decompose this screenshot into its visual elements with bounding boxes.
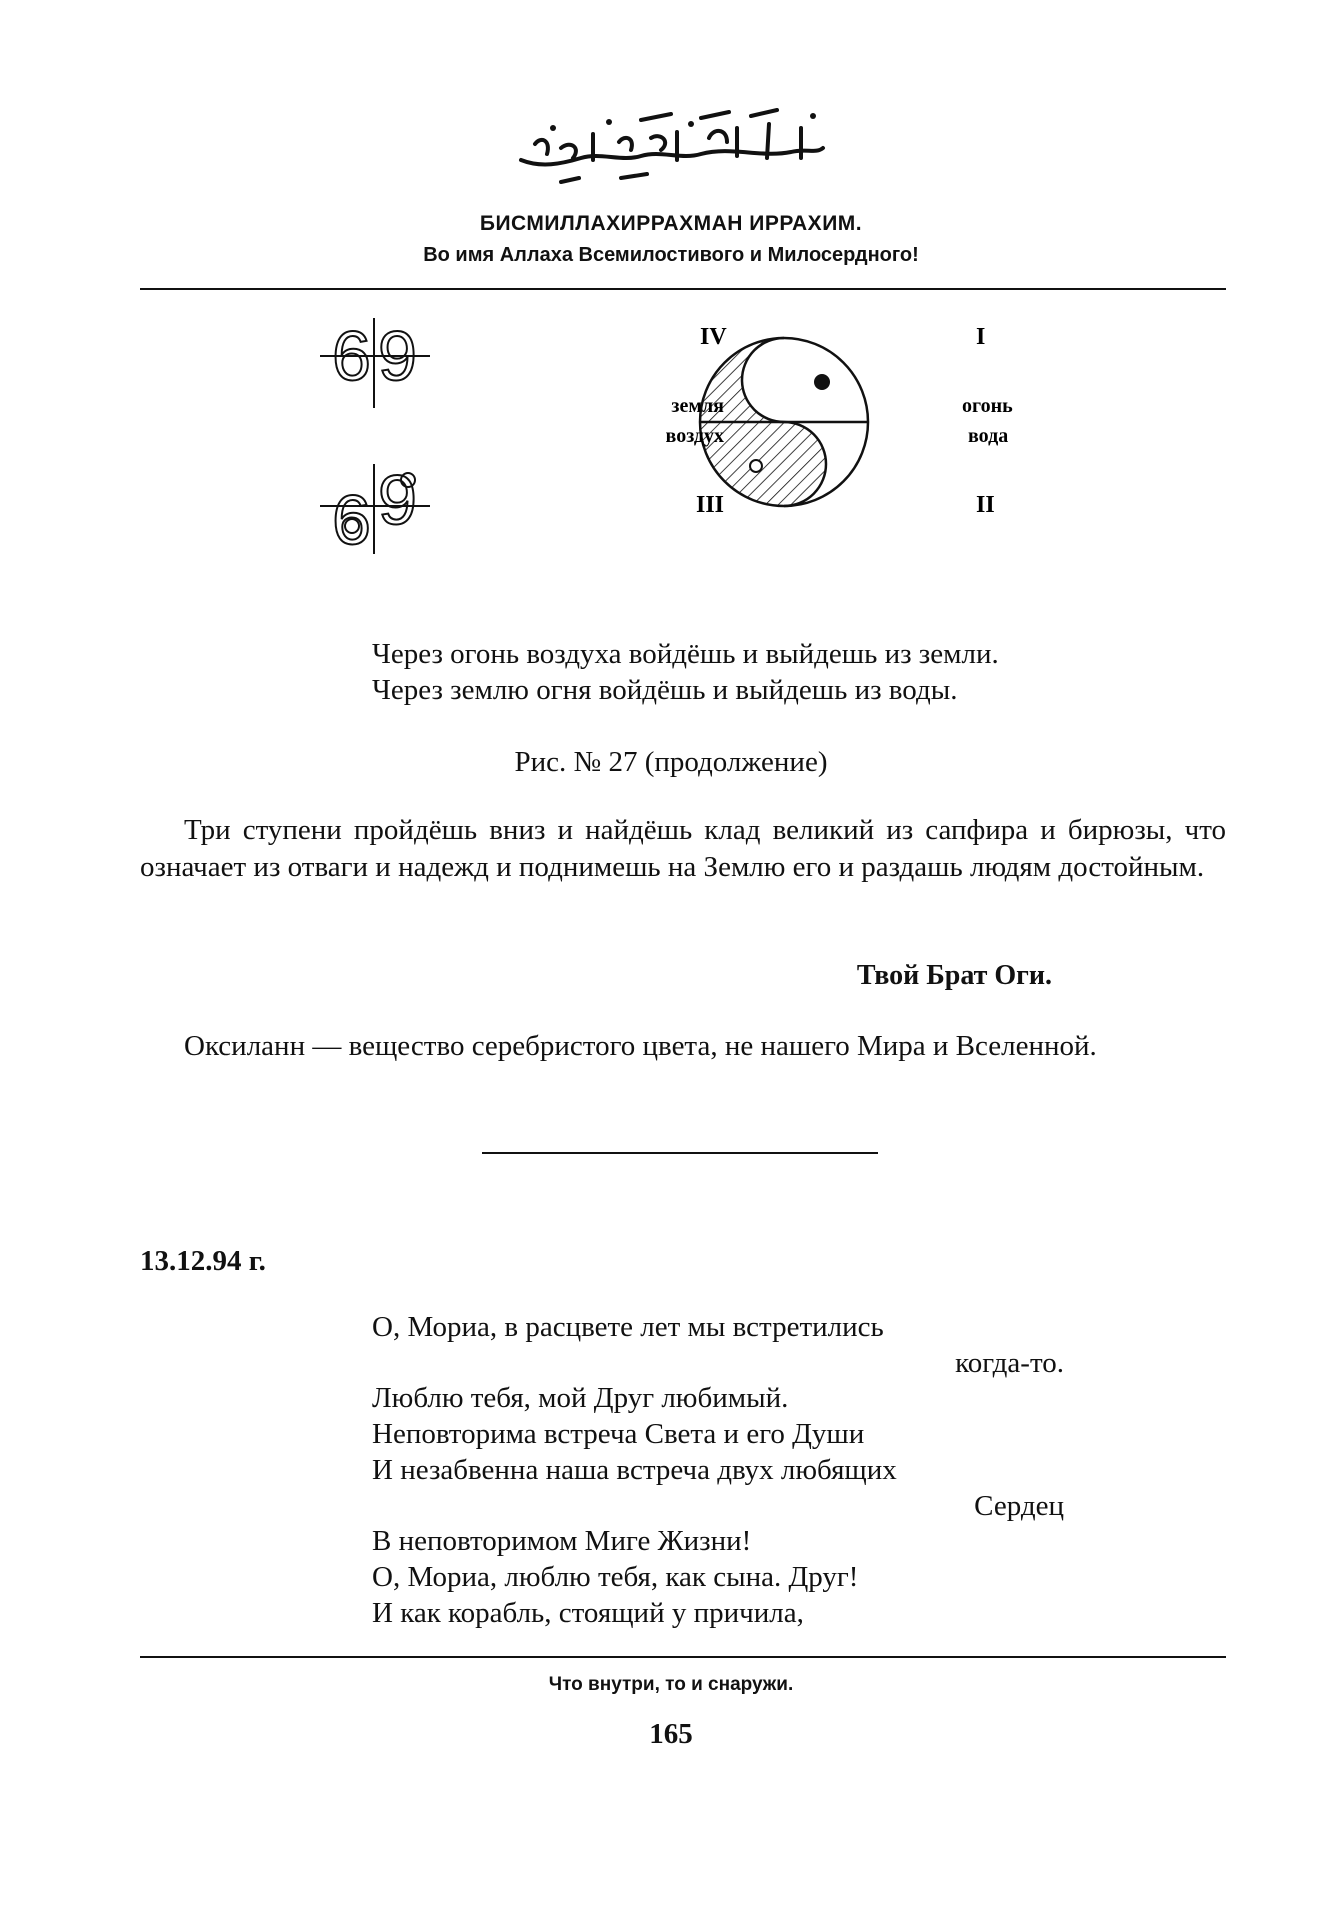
page-title: БИСМИЛЛАХИРРАХМАН ИРРАХИМ. [479, 212, 863, 235]
glyph-69-bottom [320, 461, 430, 558]
quadrant-label-iii: III [696, 492, 725, 518]
quadrant-label-ii: II [976, 492, 995, 518]
verse-line-2: Через землю огня войдёшь и выйдешь из воды. [372, 674, 958, 706]
footer-motto: Что внутри, то и снаружи. [548, 1674, 794, 1695]
poem-line: Сердец [974, 1489, 1064, 1522]
elements-circle [700, 338, 868, 506]
page-number: 165 [649, 1718, 693, 1750]
poem-line: Люблю тебя, мой Друг любимый. [372, 1382, 789, 1415]
poem-line: О, Мориа, люблю тебя, как сына. Друг! [372, 1560, 859, 1593]
top-divider [140, 288, 1226, 290]
figure-caption: Рис. № 27 (продолжение) [514, 746, 828, 778]
label-fire: огонь [962, 395, 1013, 417]
bottom-divider [140, 1656, 1226, 1658]
svg-text:9: 9 [378, 461, 417, 539]
poem-line: И незабвенна наша встреча двух любящих [372, 1453, 897, 1486]
calligraphy-text: بِسْمِ اللَّهِ الرَّحْمَنِ الرَّحِيمِ [501, 197, 511, 198]
svg-text:6: 6 [332, 481, 371, 558]
diagram-svg [300, 318, 1100, 558]
label-water: вода [968, 425, 1009, 447]
glyph-69-top [320, 318, 430, 408]
label-air: воздух [665, 425, 724, 447]
signoff: Твой Брат Оги. [856, 960, 1052, 991]
poem-line: И как корабль, стоящий у причила, [372, 1596, 804, 1629]
body-paragraph: Три ступени пройдёшь вниз и найдёшь клад великий из сапфира и бирюзы, что означает из отваги и надежд и поднимешь на Землю его и раздашь людям достойным. [140, 814, 1226, 883]
entry-date: 13.12.94 г. [140, 1245, 266, 1277]
quadrant-label-i: I [976, 324, 986, 350]
poem-line: когда-то. [955, 1346, 1064, 1379]
calligraphy-image [501, 98, 841, 198]
page-subtitle: Во имя Аллаха Всемилостивого и Милосердного! [423, 244, 919, 266]
label-earth: земля [671, 395, 724, 417]
poem-line: О, Мориа, в расцвете лет мы встретились [372, 1311, 884, 1343]
poem [372, 1310, 1072, 1631]
svg-text:6: 6 [332, 318, 371, 395]
svg-text:9: 9 [378, 318, 417, 395]
poem-line: Неповторима встреча Света и его Души [372, 1418, 865, 1451]
elements-diagram [300, 318, 1100, 558]
oxilann-definition: Оксиланн — вещество серебристого цвета, не нашего Мира и Вселенной. [184, 1030, 1097, 1062]
poem-line: В неповторимом Миге Жизни! [372, 1525, 752, 1558]
verse-line-1: Через огонь воздуха войдёшь и выйдешь из земли. [372, 638, 999, 670]
section-divider [482, 1152, 878, 1154]
quadrant-label-iv: IV [700, 324, 727, 350]
bismillah-calligraphy [0, 98, 1342, 203]
